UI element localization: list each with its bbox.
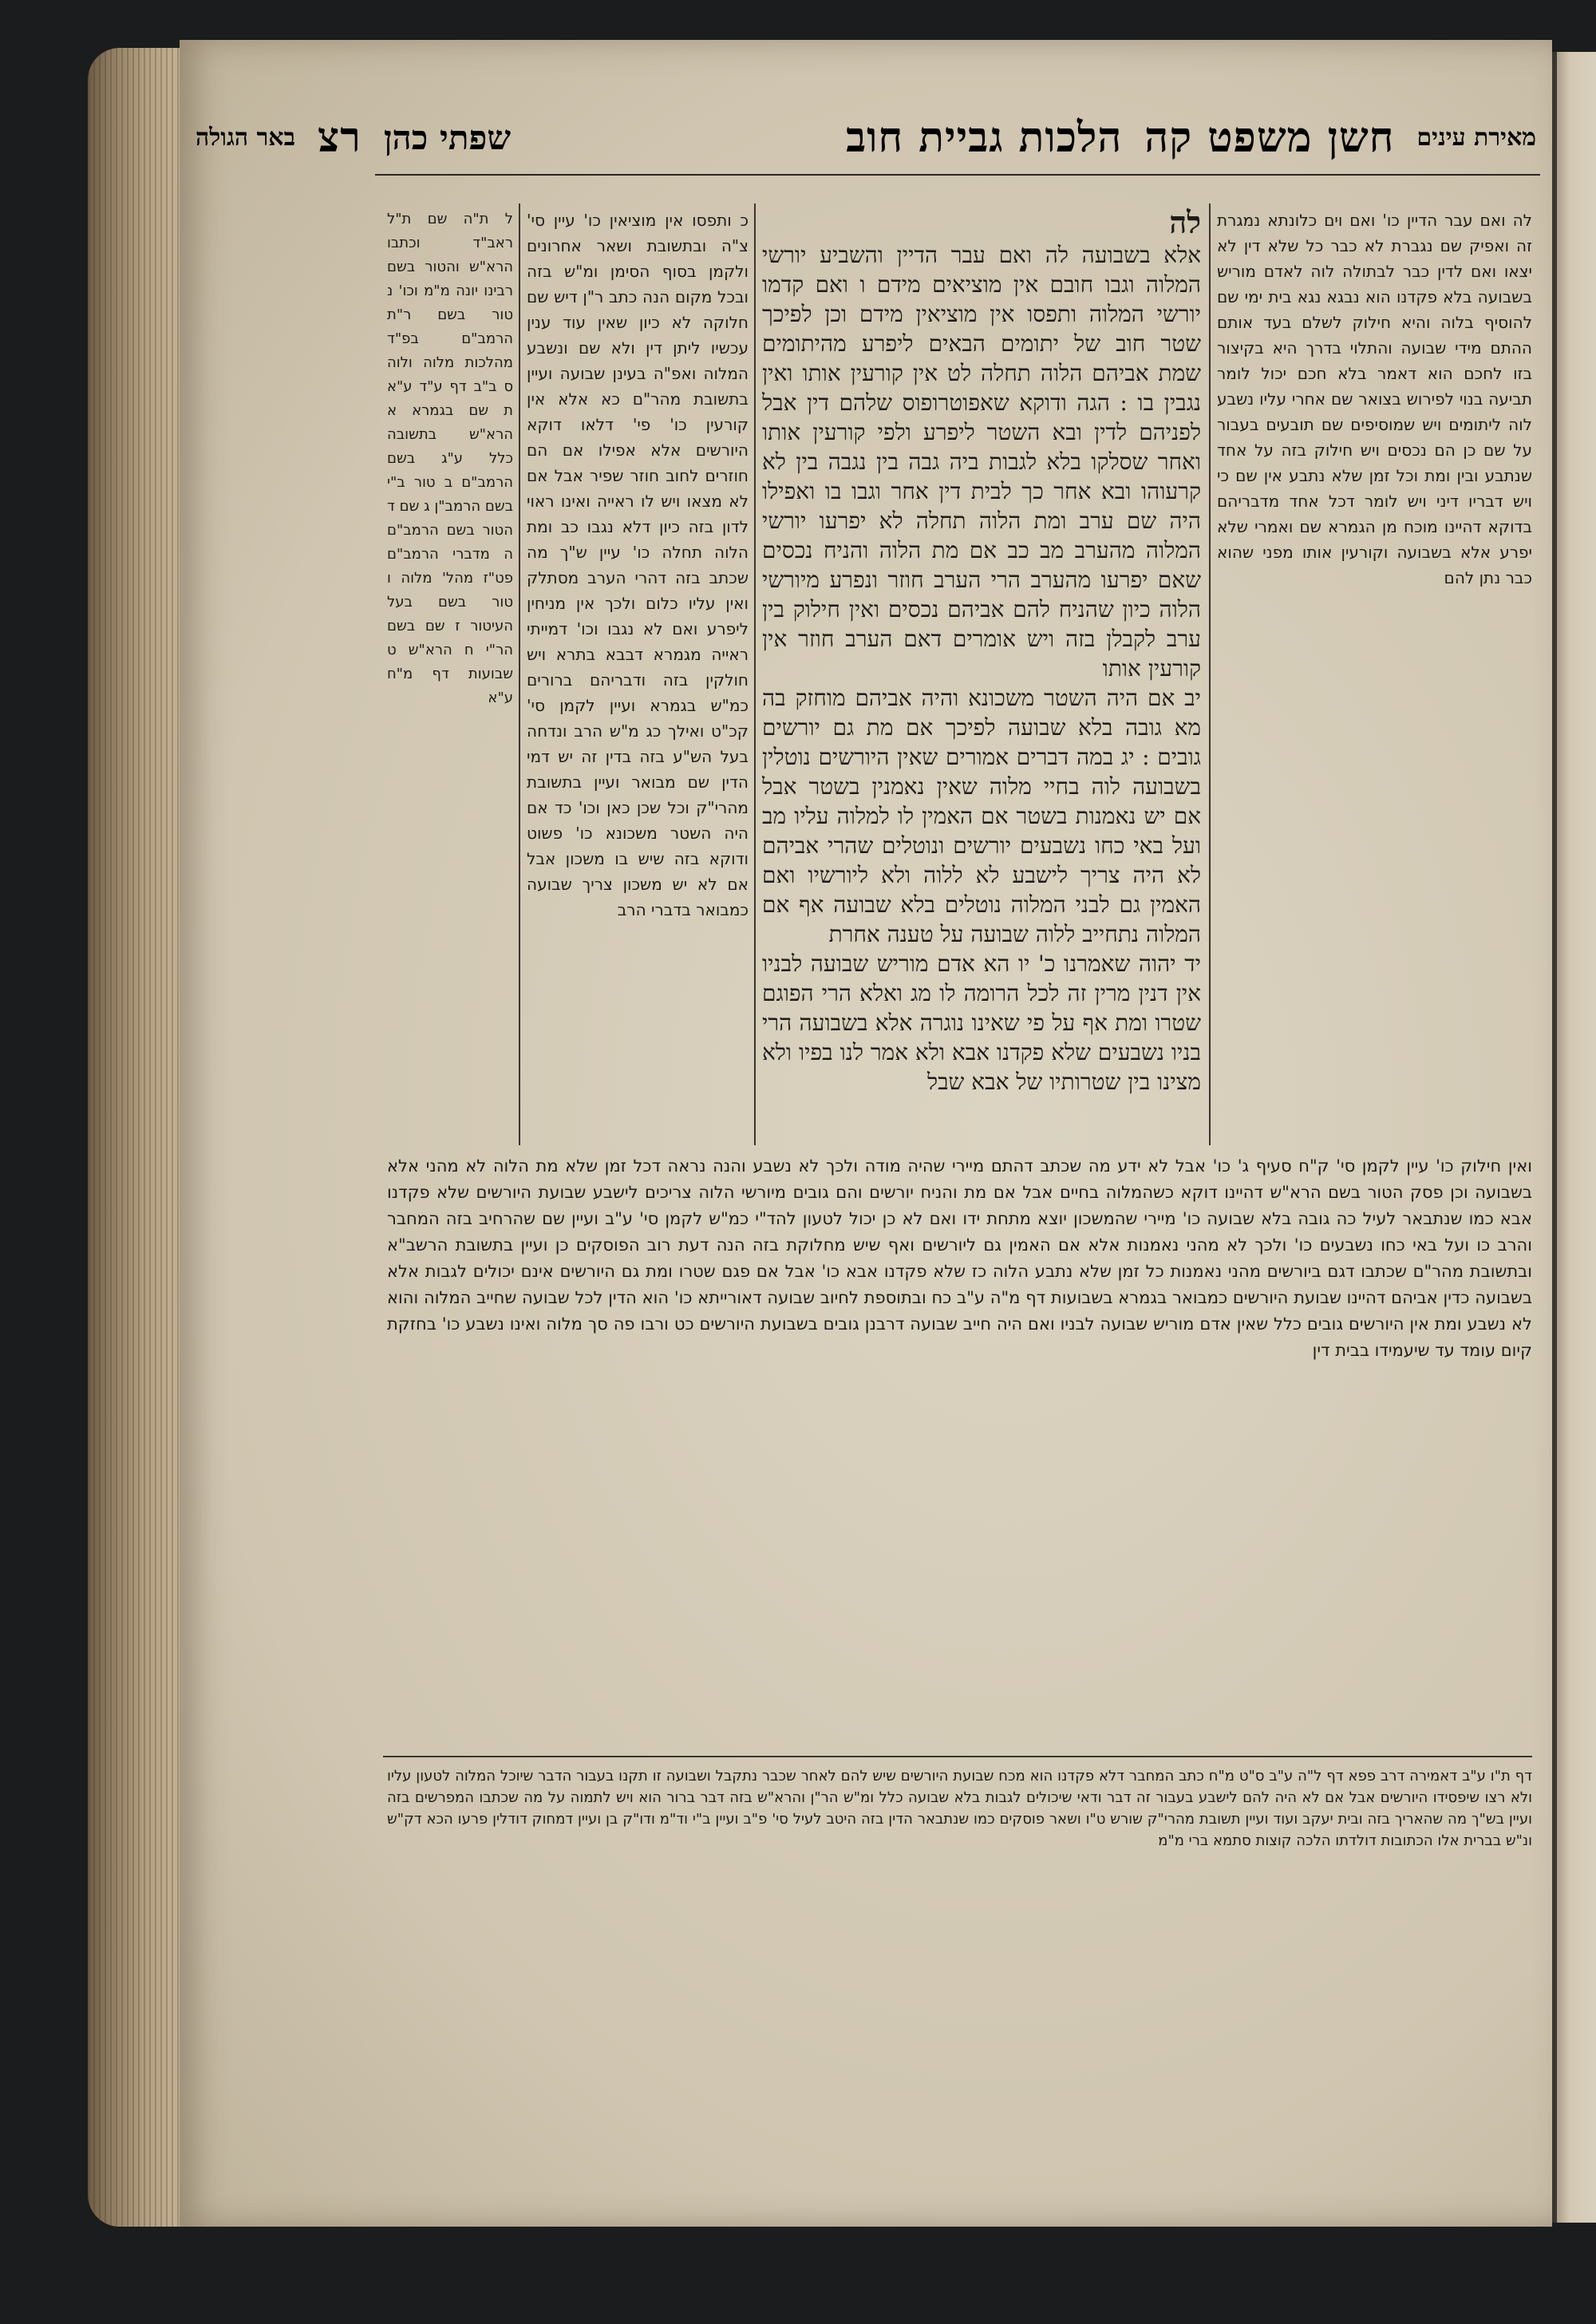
page-header <box>196 104 1536 172</box>
shach-text: כ ותפסו אין מוציאין כו' עיין סי' צ"ה ובתשובת ושאר אחרונים ולקמן בסוף הסימן ומ"ש בזה ובכל מקום הנה כתב ר"ן דיש שם חלוקה לא כיון שאין עוד ענין עכשיו ליתן דין ולא שם ונשבע המלוה ואפ"ה בעינן שבועה ועיין בתשובת מהר"ם כא אלא אין קורעין כו' פי' דלאו דוקא היורשים אלא אפילו אם הם חוזרים לחוב חוזר שפיר אבל אם לא מצאו ויש לו ראייה ואינו ראוי לדון בזה כיון דלא נגבו כב ומת הלוה תחלה כו' עיין ש"ך מה שכתב בזה דהרי הערב מסתלק ואין עליו כלום ולכך אין מניחין ליפרע ואם לא נגבו וכו' דמייתי ראייה מגמרא דבבא בתרא ויש חולקין בזה ודבריהם ברורים כמ"ש בגמרא ועיין לקמן סי' קכ"ט ואילך כג מ"ש הרב ונדחה בעל הש"ע בזה בדין זה יש דמי הדין שם מבואר ועיין בתשובת מהרי"ק וכל שכן כאן וכו' כד אם היה השטר משכונא כו' פשוט ודוקא בזה שיש בו משכון אבל אם לא יש משכון צריך שבועה כמבואר בדברי הרב <box>527 211 749 919</box>
header-page-number: רצ <box>318 113 361 162</box>
footnote-rule <box>383 1756 1532 1757</box>
commentary-sma-column <box>1217 208 1532 1141</box>
main-text-paragraph-3: יד יהוה שאמרנו כ' יו הא אדם מוריש שבועה לבניו אין דנין מרין זה לכל הרומה לו מג ואלא הרי הפוגם שטרו ומת אף על פי שאינו נוגרה אלא בשבועה הרי בניו נשבעים שלא פקדנו אבא ולא אמר לנו בפיו ולא מצינו בין שטרותיו של אבא שבל <box>762 951 1201 1095</box>
header-mirat-einayim: מאירת עינים <box>1416 124 1536 152</box>
header-rule <box>375 174 1540 176</box>
seif-marker: לה <box>1169 208 1201 240</box>
main-text-paragraph-2: יב אם היה השטר משכונא והיה אביהם מוחזק בה מא גובה בלא שבועה לפיכך אם מת גם יורשים גובים : יג במה דברים אמורים שאין היורשים נוטלין בשבועה לוה בחיי מלוה שאין נאמנין בשטר אבל אם יש נאמנות בשטר אם האמין לו למלוה עליו מב ועל באי כחו נשבעים יורשים ונוטלים שהרי אביהם לא היה צריך לישבע לא ללוה ולא ליורשיו ואם האמין גם לבני המלוה נוטלים בלא שבועה אף אם המלוה נתחייב ללוה שבועה על טענה אחרת <box>762 685 1201 947</box>
commentary-beer-column <box>387 208 513 1141</box>
beer-text: ל ת"ה שם ת"ל ראב"ד וכתבו הרא"ש והטור בשם רבינו יונה מ"מ וכו' נ טור בשם ר"ת הרמב"ם בפ"ד מהלכות מלוה ולוה ס ב"ב דף ע"ד ע"א ת שם בגמרא א הרא"ש בתשובה כלל ע"ג בשם הרמב"ם ב טור ב"י בשם הרמב"ן ג שם ד הטור בשם הרמב"ם ה מדברי הרמב"ם פט"ז מהל' מלוה ו טור בשם בעל העיטור ז שם בשם הר"י ח הרא"ש ט שבועות דף מ"ח ע"א <box>387 211 513 706</box>
main-text-column <box>762 208 1201 1141</box>
book-edge <box>88 48 192 2227</box>
footnote-text: דף ת"ו ע"ב דאמירה דרב פפא דף ל"ה ע"ב ס"ט מ"ח כתב המחבר דלא פקדנו הוא מכח שבועת היורשים שיש להם לאחר שכבר נתקבל ושבועה זו תקנו בעבור הדבר שיוכל המלוה לטעון עליו ולא רצו שיפסידו היורשים אבל אם לא היה להם לישבע בעבור זה דבר ודאי שיכולים לגבות בלא שבועה כלל ומ"ש הר"ן והרא"ש בזה דבר ברור הוא ויש לתמוה על מה שכתבו המפרשים בזה ועיין בש"ך מה שהאריך בזה ובית יעקב ועוד ועיין תשובת מהרי"ק שורש ט"ו ושאר פוסקים כמו שנתבאר הדין בזה היטב לעיל סי' פ"ב ועיין ב"י וד"מ ודו"ק בן ועיין דמחוק דודלין פרעו הכא דק"ש ונ"ש בברית אלו הכתובות דולדתו הלכה קוצות סתמא ברי מ"מ <box>387 1768 1532 1849</box>
lower-commentary-text: ואין חילוק כו' עיין לקמן סי' ק"ח סעיף ג' כו' אבל לא ידע מה שכתב דהתם מיירי שהיה מודה ולכך לא נשבע והנה נראה דכל זמן שלא מת הלוה לא מהני אלא בשבועה וכן פסק הטור בשם הרא"ש דהיינו דוקא כשהמלוה בחיים אבל אם מת והניח יורשים והם גובים מיורשי הלוה צריכים לישבע שבועת היורשים שלא פקדנו אבא כמו שנתבאר לעיל כה גובה בלא שבועה כו' מיירי שהמשכון יוצא מתחת ידו ואם לא כן יכול לטעון להד"י כמ"ש לקמן סי' ע"ב ועיין שם שהרחיב בזה המחבר והרב כו ועל באי כחו נשבעים כו' ולכך לא מהני נאמנות אלא אם האמין גם ליורשים ואף שיש מחלוקת בזה הנה דעת רוב הפוסקים כן ועיין בתשובת הרשב"א ובתשובת מהר"ם שכתבו דגם ביורשים מהני נאמנות כל זמן שלא נתבע הלוה כז שלא פקדנו אבא כו' אבל אם פגם שטרו ומת גם היורשים אינם יכולים לגבות אלא בשבועה כדין אביהם דהיינו שבועת היורשים כמבואר בגמרא בשבועות דף מ"ה ע"ב כח ובתוספת לחיוב שבועה דאורייתא כו' הוא הדין לכל שבועה שחייב המלוה והוא לא נשבע ומת אין היורשים גובים כלל שאין אדם מוריש שבועה לבניו ואם היה חייב שבועה דרבנן גובים בשבועת היורשים כט ורבו פה סך מלוה ואינו נשבע כו' בחזקת קיום עומד עד שיעמידו בבית דין <box>387 1156 1532 1360</box>
header-siftei-kohen: שפתי כהן <box>383 117 512 157</box>
header-right <box>846 113 1536 162</box>
column-divider <box>754 204 756 1145</box>
main-text-paragraph: אלא בשבועה לה ואם עבר הדיין והשביע יורשי המלוה וגבו חובם אין מוציאים מידם ו ואם קדמו יורשי המלוה ותפסו אין מוציאין מידם וכן לפיכך שטר חוב של יתומים הבאים ליפרע מהיתומים שמת אביהם הלוה תחלה לט אין קורעין אותו ואין נגבין בו : הגה ודוקא שאפוטרופוס שלהם דין אבל לפניהם לדין ובא השטר ליפרע ולפי קורעין אותו ואחר שסלקו בלא לגבות ביה גבה בין נגבה בין לא קרעוהו ובא אחר כך לבית דין אחר וגבו בו ואפילו היה שם ערב ומת הלוה תחלה לא יפרעו יורשי המלוה מהערב מב כב אם מת הלוה והניח נכסים שאם יפרעו מהערב הרי הערב חוזר ונפרע מיורשי הלוה כיון שהניח להם אביהם נכסים ואין חילוק בין ערב לקבלן בזה ויש אומרים דאם הערב חוזר אין קורעין אותו <box>762 242 1201 682</box>
column-divider <box>519 204 520 1145</box>
lower-commentary-block <box>387 1153 1532 1748</box>
header-title: חשן משפט קה <box>1144 113 1395 162</box>
column-divider <box>1209 204 1211 1145</box>
commentary-shach-column <box>527 208 749 1141</box>
sma-text: לה ואם עבר הדיין כו' ואם וים כלונתא נמגרת זה ואפיק שם נגברת לא כבר כל שלא דין לא יצאו ואם לדין כבר לבתולה לוה לאדם מוריש בשבועה בלא פקדנו הוא נבגא נגא בית ימי שם להוסיף בלוה והיא חילוק לשלם בעד אותם ההתם מידי שבועה והתלוי בדרך היא בקיצור בזו לחכם הוא דאמר בלא חכם יכול לומר תביעה בנוי לפירוש בצואר שם אחרי עליו נשבע לוה ליתומים ויש שמוסיפים שם תובעים בעבור על שם כן הם נכסים ויש חילוק בזה על אחד שנתבע ובין ומת וכל זמן שלא נתבע אין שם כי ויש דבריו דיני ויש לומר דכל אחד מדבריהם בדוקא דהיינו מוכח מן הגמרא שם ואמרי שלא יפרע אלא בשבועה וקורעין אותו מפני שהוא כבר נתן להם <box>1217 211 1532 587</box>
header-section: הלכות גביית חוב <box>846 113 1123 162</box>
facing-page-edge <box>1552 52 1596 2223</box>
footnote-block <box>387 1765 1532 2045</box>
header-be-er-hagolah: באר הגולה <box>196 124 296 152</box>
header-left <box>196 113 511 162</box>
